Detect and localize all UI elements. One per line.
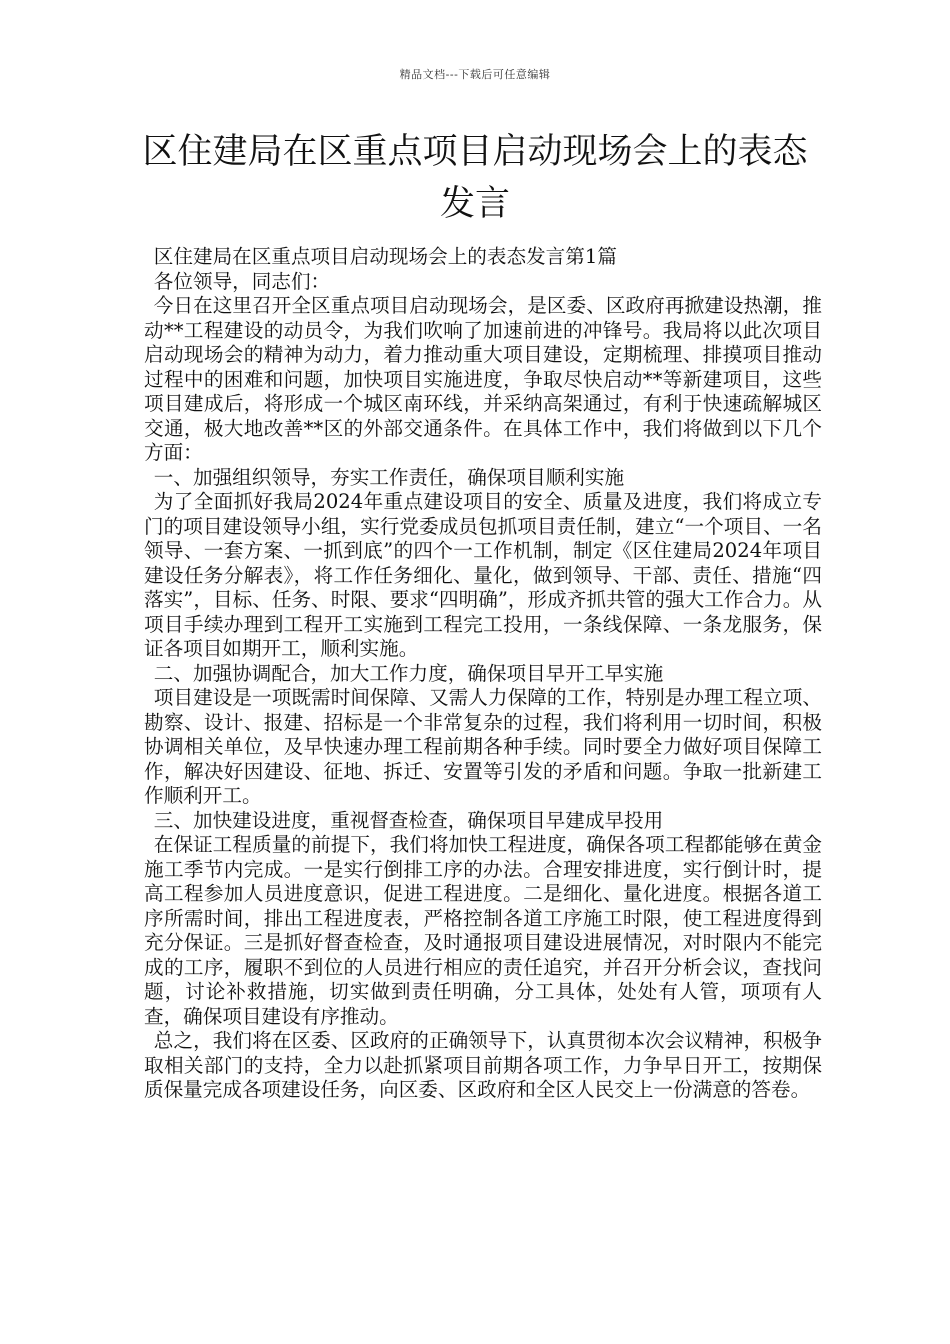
paragraph: 在保证工程质量的前提下，我们将加快工程进度，确保各项工程都能够在黄金施工季节内完成。一是实行倒排工序的办法。合理安排进度，实行倒计时，提高工程参加人员进度意识，促进工程进度。二是细化、量化进度。根据各道工序所需时间，排出工程进度表，严格控制各道工序施工时限，使工程进度得到充分保证。三是抓好督查检查，及时通报项目建设进展情况，对时限内不能完成的工序，履职不到位的人员进行相应的责任追究，并召开分析会议，查找问题，讨论补救措施，切实做到责任明确，分工具体，处处有人管，项项有人查，确保项目建设有序推动。 (144, 833, 822, 1028)
salutation: 各位领导，同志们： (153, 269, 331, 293)
section-heading-1: 一、加强组织领导，夯实工作责任，确保项目顺利实施 (153, 465, 625, 489)
document-title: 区住建局在区重点项目启动现场会上的表态发言 (142, 132, 808, 224)
section-subtitle: 区住建局在区重点项目启动现场会上的表态发言第1篇 (153, 245, 617, 268)
paragraph: 为了全面抓好我局2024年重点建设项目的安全、质量及进度，我们将成立专门的项目建设领导小组，实行党委成员包抓项目责任制，建立“一个项目、一名领导、一套方案、一抓到底”的四个一工作机制，制定《区住建局2024年项目建设任务分解表》，将工作任务细化、量化，做到领导、干部、责任、措施“四落实”，目标、任务、时限、要求“四明确”，形成齐抓共管的强大工作合力。从项目手续办理到工程开工实施到工程完工投用，一条线保障、一条龙服务，保证各项目如期开工，顺利实施。 (144, 490, 822, 660)
section-heading-3: 三、加快建设进度，重视督查检查，确保项目早建成早投用 (153, 808, 664, 832)
closing-paragraph: 总之，我们将在区委、区政府的正确领导下，认真贯彻本次会议精神，积极争取相关部门的支持，全力以赴抓紧项目前期各项工作，力争早日开工，按期保质保量完成各项建设任务，向区委、区政府和全区人民交上一份满意的答卷。 (144, 1029, 822, 1101)
header-note: 精品文档---下载后可任意编辑 (399, 68, 551, 81)
section-heading-2: 二、加强协调配合，加大工作力度，确保项目早开工早实施 (153, 661, 664, 685)
document-body (144, 245, 822, 1103)
paragraph: 今日在这里召开全区重点项目启动现场会，是区委、区政府再掀建设热潮，推动**工程建设的动员令，为我们吹响了加速前进的冲锋号。我局将以此次项目启动现场会的精神为动力，着力推动重大项目建设，定期梳理、排摸项目推动过程中的困难和问题，加快项目实施进度，争取尽快启动**等新建项目，这些项目建成后，将形成一个城区南环线，并采纳高架通过，有利于快速疏解城区交通，极大地改善**区的外部交通条件。在具体工作中，我们将做到以下几个方面： (144, 294, 822, 464)
paragraph: 项目建设是一项既需时间保障、又需人力保障的工作，特别是办理工程立项、勘察、设计、报建、招标是一个非常复杂的过程，我们将利用一切时间，积极协调相关单位，及早快速办理工程前期各种手续。同时要全力做好项目保障工作，解决好因建设、征地、拆迁、安置等引发的矛盾和问题。争取一批新建工作顺利开工。 (144, 686, 822, 807)
